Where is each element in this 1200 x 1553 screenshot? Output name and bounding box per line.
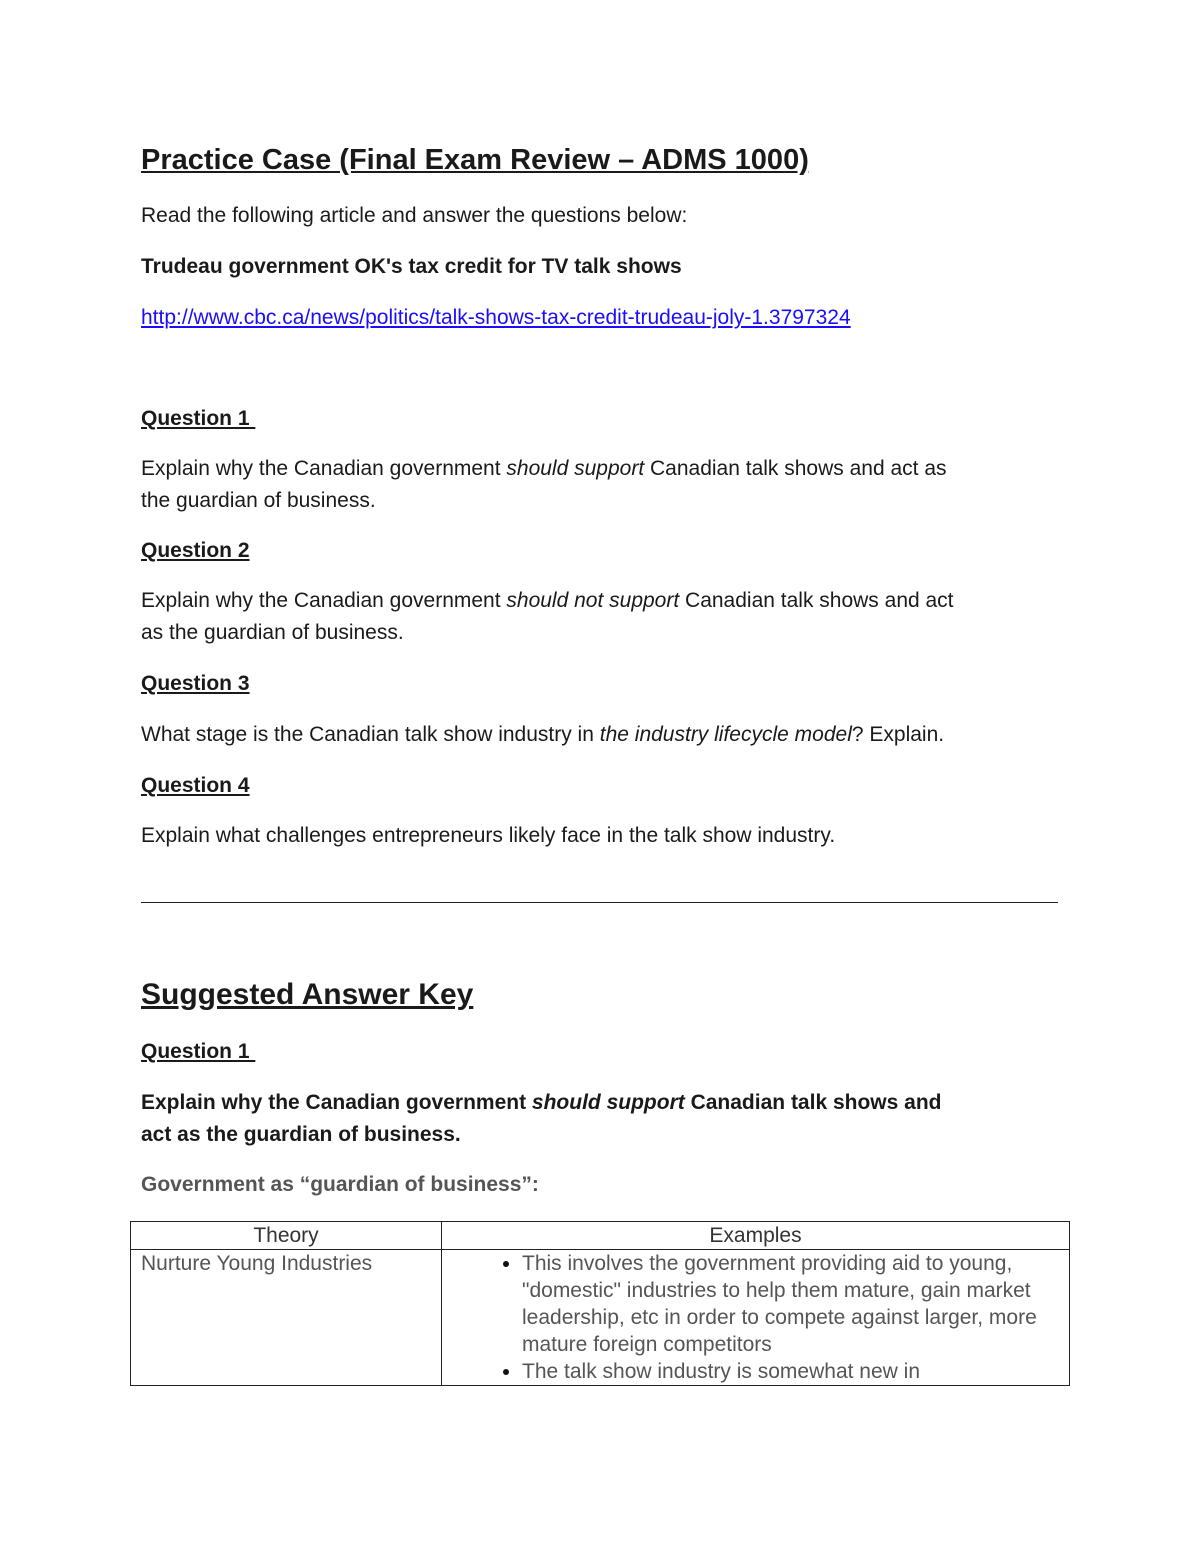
question-1-heading: Question 1	[141, 407, 256, 430]
q-text: Explain why the Canadian government	[141, 457, 507, 480]
q-text: the guardian of business.	[141, 489, 376, 512]
header-examples: Examples	[442, 1222, 1070, 1250]
q-text: Explain why the Canadian government	[141, 1091, 532, 1114]
q-emphasis: should support	[506, 457, 645, 480]
article-link[interactable]: http://www.cbc.ca/news/politics/talk-shows-tax-credit-trudeau-joly-1.3797324	[141, 306, 851, 329]
answer-subheading: Government as “guardian of business”:	[141, 1173, 539, 1196]
q-text: Explain why the Canadian government	[141, 589, 507, 612]
table-row	[131, 1250, 1070, 1386]
article-title: Trudeau government OK's tax credit for TV talk shows	[141, 255, 682, 278]
q-text: Canadian talk shows and	[684, 1091, 942, 1114]
answer-key-title: Suggested Answer Key	[141, 978, 474, 1011]
q-text: What stage is the Canadian talk show industry in	[141, 723, 600, 746]
answer-question-1-heading: Question 1	[141, 1040, 256, 1063]
examples-cell	[442, 1250, 1070, 1386]
q-emphasis: should not support	[506, 589, 680, 612]
question-3-text	[141, 719, 944, 751]
question-4-text: Explain what challenges entrepreneurs likely face in the talk show industry.	[141, 824, 836, 847]
theory-cell: Nurture Young Industries	[131, 1250, 442, 1386]
q-text: Canadian talk shows and act as	[644, 457, 947, 480]
table-header-row	[131, 1222, 1070, 1250]
example-bullet: • The talk show industry is somewhat new in	[522, 1358, 1059, 1385]
q-text: as the guardian of business.	[141, 621, 404, 644]
example-bullet: • This involves the government providing aid to young, "domestic" industries to help them mature, gain market leadership, etc in order to compete against larger, more mature foreign competitors	[522, 1250, 1059, 1358]
question-1-text	[141, 453, 947, 517]
question-2-heading: Question 2	[141, 539, 250, 562]
divider	[141, 902, 1058, 903]
header-theory: Theory	[131, 1222, 442, 1250]
q-emphasis: the industry lifecycle model	[599, 723, 852, 746]
q-text: ? Explain.	[851, 723, 945, 746]
question-2-text	[141, 585, 954, 649]
question-4-heading: Question 4	[141, 774, 250, 797]
q-emphasis: should support	[531, 1091, 685, 1114]
answer-question-1-text	[141, 1087, 941, 1151]
intro-text: Read the following article and answer the questions below:	[141, 204, 688, 227]
q-text: act as the guardian of business.	[141, 1123, 461, 1146]
question-3-heading: Question 3	[141, 672, 250, 695]
document-title: Practice Case (Final Exam Review – ADMS 1000)	[141, 144, 809, 176]
theory-examples-table	[130, 1221, 1070, 1386]
q-text: Canadian talk shows and act	[679, 589, 954, 612]
